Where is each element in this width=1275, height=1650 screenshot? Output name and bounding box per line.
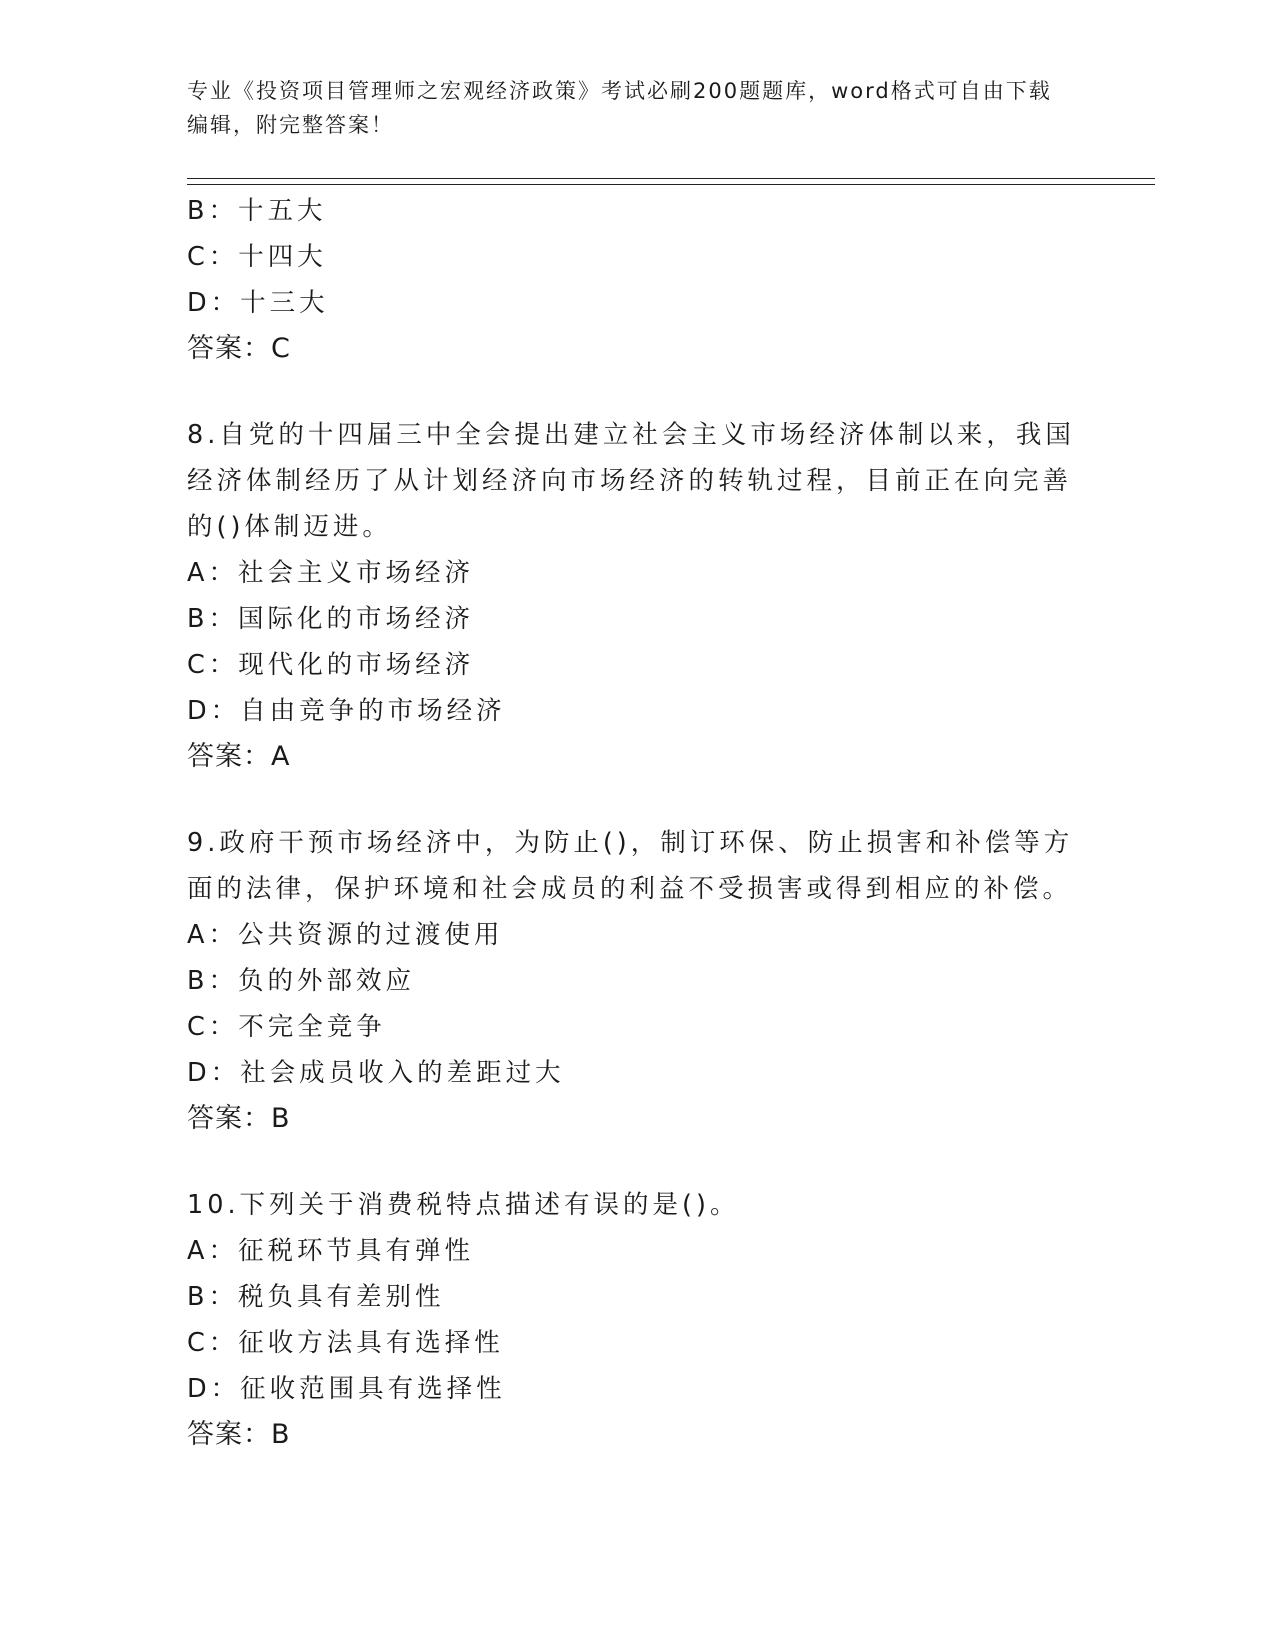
option-d: D：自由竞争的市场经济 (187, 696, 506, 726)
option-d: D：社会成员收入的差距过大 (187, 1058, 565, 1088)
option-c: C：十四大 (187, 242, 327, 272)
answer: 答案：B (187, 1419, 291, 1450)
question-8 (187, 412, 1087, 780)
page-header: 专业《投资项目管理师之宏观经济政策》考试必刷200题题库，word格式可自由下载编辑，附完整答案！ (187, 79, 1052, 137)
option-b: B：负的外部效应 (187, 966, 415, 996)
question-stem-line: 经济体制经历了从计划经济向市场经济的转轨过程，目前正在向完善 (187, 466, 1073, 496)
option-b: B：税负具有差别性 (187, 1282, 445, 1312)
question-10 (187, 1182, 1087, 1458)
question-stem-line: 面的法律，保护环境和社会成员的利益不受损害或得到相应的补偿。 (187, 874, 1073, 904)
option-d: D：征收范围具有选择性 (187, 1374, 506, 1404)
option-c: C：现代化的市场经济 (187, 650, 475, 680)
answer: 答案：A (187, 741, 291, 772)
option-a: A：公共资源的过渡使用 (187, 920, 504, 950)
answer: 答案：C (187, 333, 291, 364)
document-body (187, 188, 1087, 1458)
question-9 (187, 820, 1087, 1142)
option-b: B：十五大 (187, 196, 327, 226)
answer: 答案：B (187, 1103, 291, 1134)
option-a: A：征税环节具有弹性 (187, 1236, 474, 1266)
question-7-tail (187, 188, 1087, 372)
question-stem-line: 8.自党的十四届三中全会提出建立社会主义市场经济体制以来，我国 (187, 420, 1075, 450)
question-stem-line: 9.政府干预市场经济中，为防止()，制订环保、防止损害和补偿等方 (187, 828, 1074, 858)
option-d: D：十三大 (187, 288, 329, 318)
option-b: B：国际化的市场经济 (187, 604, 474, 634)
question-stem-line: 10.下列关于消费税特点描述有误的是()。 (187, 1190, 740, 1220)
option-c: C：不完全竞争 (187, 1012, 386, 1042)
option-c: C：征收方法具有选择性 (187, 1328, 504, 1358)
header-divider (187, 178, 1155, 185)
option-a: A：社会主义市场经济 (187, 558, 474, 588)
question-stem-line: 的()体制迈进。 (187, 512, 392, 542)
